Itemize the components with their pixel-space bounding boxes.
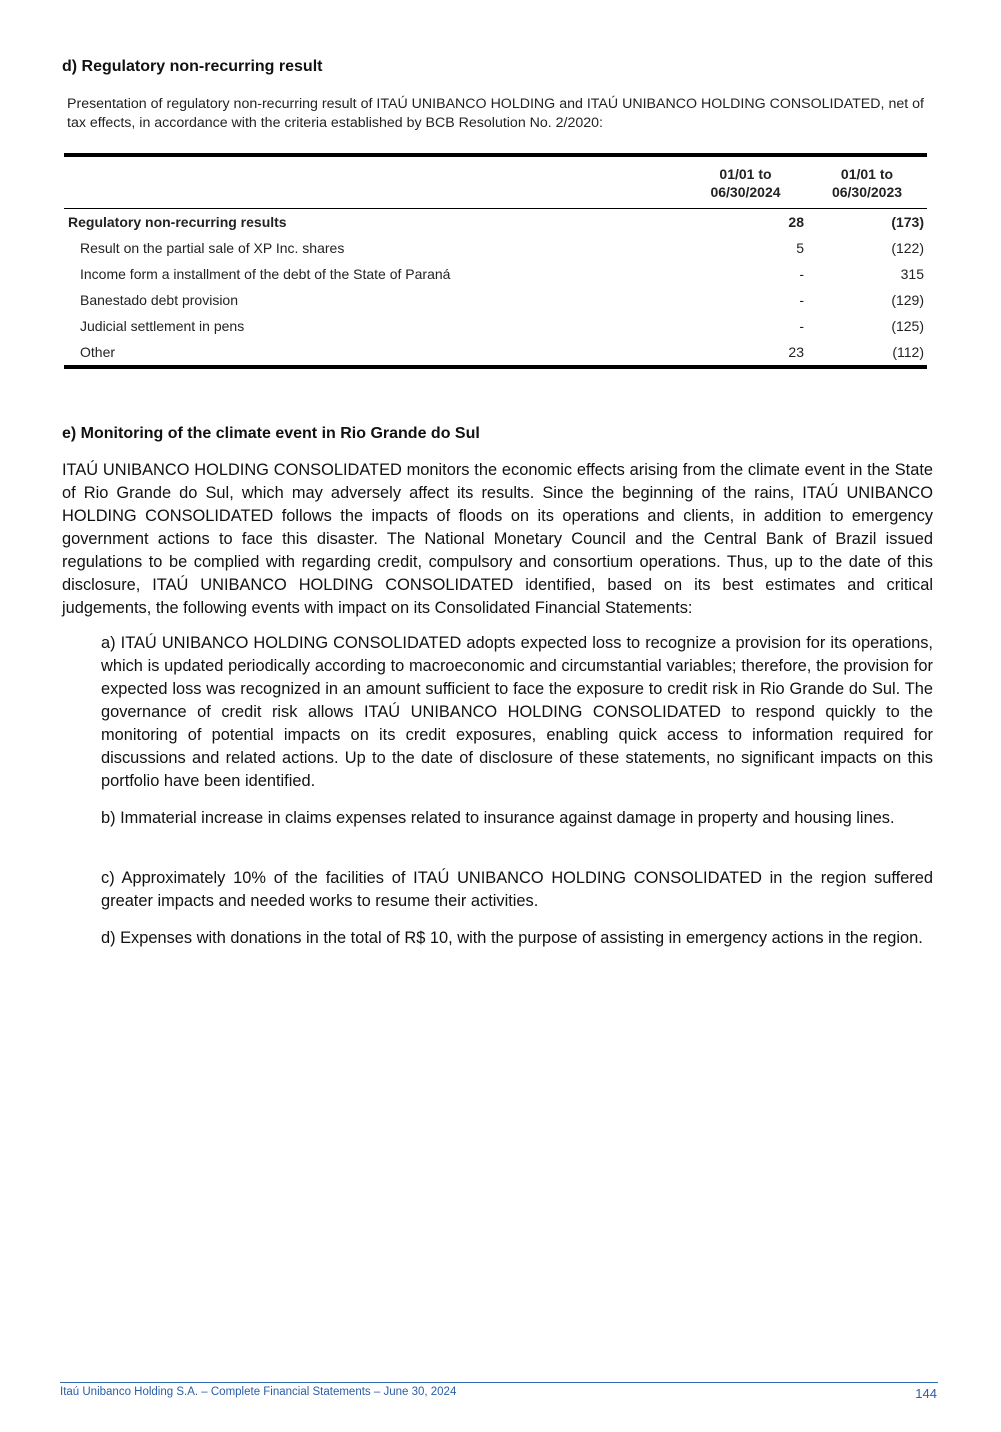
column-header-line: 06/30/2023 <box>831 184 903 200</box>
row-value-2024: - <box>799 292 804 308</box>
table-row <box>64 287 927 313</box>
row-value-2024: - <box>799 266 804 282</box>
table-header-row <box>64 155 927 209</box>
table-row-total <box>64 209 927 236</box>
row-value-2023: 315 <box>900 266 924 282</box>
table-row <box>64 339 927 367</box>
section-d-intro: Presentation of regulatory non-recurring result of ITAÚ UNIBANCO HOLDING and ITAÚ UNIBANCO HOLDING CONSOLIDATED, net of tax effects, in accordance with the criteria established by BCB Resolution No. 2/2020: <box>67 96 924 131</box>
footer-divider <box>60 1382 938 1383</box>
row-value-2023: (129) <box>891 292 924 308</box>
list-item-a: a) ITAÚ UNIBANCO HOLDING CONSOLIDATED adopts expected loss to recognize a provision for its operations, which is updated periodically according to macroeconomic and circumstantial variables; therefore, the provision for expected loss was recognized in an amount sufficient to face the exposure to credit risk in Rio Grande do Sul. The governance of credit risk allows ITAÚ UNIBANCO HOLDING CONSOLIDATED to respond quickly to the monitoring of potential impacts on its credit exposures, enabling quick access to information required for discussions and related actions. Up to the date of disclosure of these statements, no significant impacts on this portfolio have been identified. <box>101 634 933 790</box>
list-item-c: c) Approximately 10% of the facilities of ITAÚ UNIBANCO HOLDING CONSOLIDATED in the region suffered greater impacts and needed works to resume their activities. <box>101 869 933 910</box>
row-label: Income form a installment of the debt of the State of Paraná <box>80 266 451 282</box>
table-row <box>64 313 927 339</box>
row-label: Judicial settlement in pens <box>80 318 245 334</box>
column-header-line: 01/01 to <box>840 166 894 182</box>
row-label: Regulatory non-recurring results <box>68 214 287 230</box>
column-header-2023 <box>807 155 927 209</box>
row-label: Result on the partial sale of XP Inc. shares <box>80 240 345 256</box>
section-e-paragraph: ITAÚ UNIBANCO HOLDING CONSOLIDATED monitors the economic effects arising from the climate event in the State of Rio Grande do Sul, which may adversely affect its results. Since the beginning of the rains, ITAÚ UNIBANCO HOLDING CONSOLIDATED follows the impacts of floods on its operations and clients, in addition to emergency government actions to face this disaster. The National Monetary Council and the Central Bank of Brazil issued regulations to be complied with regarding credit, compulsory and consortium operations. Thus, up to the date of this disclosure, ITAÚ UNIBANCO HOLDING CONSOLIDATED identified, based on its best estimates and critical judgements, the following events with impact on its Consolidated Financial Statements: <box>62 461 933 617</box>
non-recurring-results-table <box>64 153 927 369</box>
footer-document-title: Itaú Unibanco Holding S.A. – Complete Financial Statements – June 30, 2024 <box>60 1386 457 1398</box>
table-row <box>64 235 927 261</box>
row-label: Other <box>64 339 684 367</box>
row-value-2024: 23 <box>684 339 807 367</box>
column-header-2024 <box>684 155 807 209</box>
column-header-line: 01/01 to <box>719 166 772 182</box>
row-value-2023: (173) <box>891 214 924 230</box>
row-value-2023: (125) <box>891 318 924 334</box>
row-label: Banestado debt provision <box>80 292 238 308</box>
list-item-b: b) Immaterial increase in claims expenses related to insurance against damage in property and housing lines. <box>101 809 895 827</box>
column-header-line: 06/30/2024 <box>710 184 781 200</box>
section-e-heading: e) Monitoring of the climate event in Rio Grande do Sul <box>62 425 480 442</box>
footer-page-number: 144 <box>915 1386 937 1401</box>
list-item-d: d) Expenses with donations in the total of R$ 10, with the purpose of assisting in emergency actions in the region. <box>101 929 923 947</box>
table-header-label <box>64 155 684 209</box>
row-value-2024: 5 <box>796 240 804 256</box>
row-value-2023: (112) <box>807 339 927 367</box>
row-value-2023: (122) <box>891 240 924 256</box>
row-value-2024: - <box>799 318 804 334</box>
row-value-2024: 28 <box>788 214 804 230</box>
table-row <box>64 261 927 287</box>
section-d-heading: d) Regulatory non-recurring result <box>62 58 323 75</box>
